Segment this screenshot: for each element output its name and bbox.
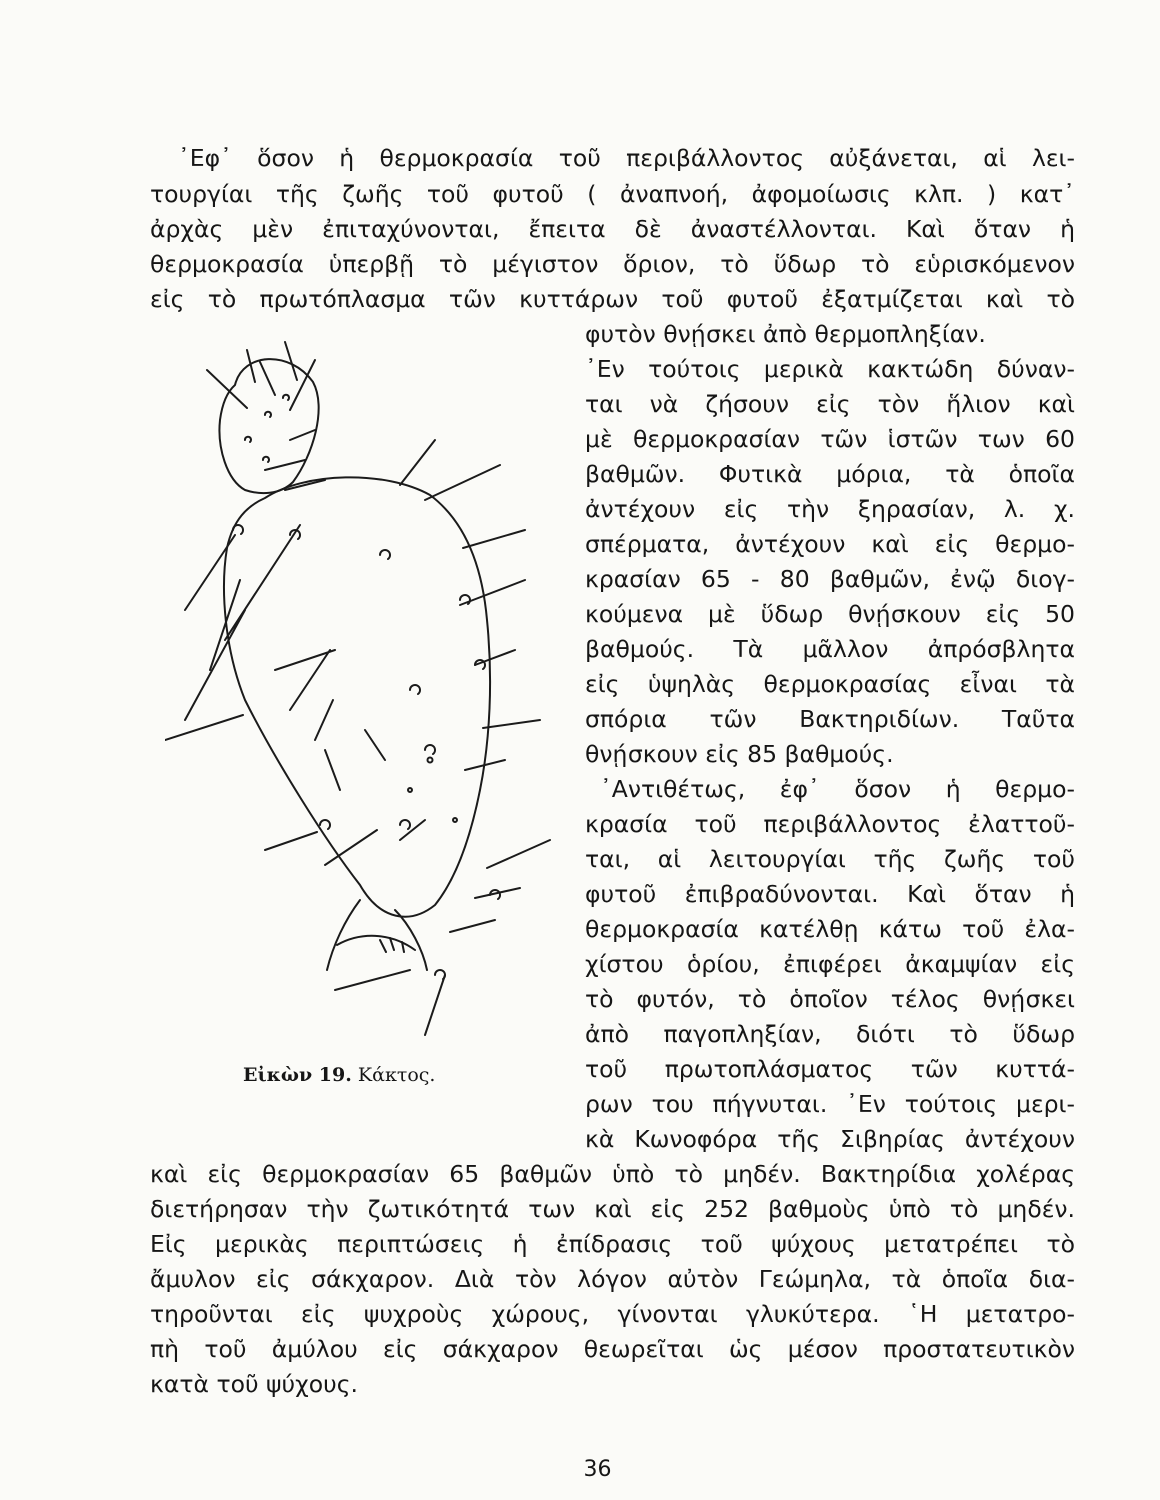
text-line: κατὰ τοῦ ψύχους. <box>150 1370 358 1398</box>
text-line: κρασία τοῦ περιβάλλοντος ἐλαττοῦ- <box>585 810 1075 838</box>
text-line: τουργίαι τῆς ζωῆς τοῦ φυτοῦ ( ἀναπνοή, ἀφομοίωσις κλπ. ) κατ᾿ <box>150 180 1075 208</box>
text-line: θερμοκρασία ὑπερβῇ τὸ μέγιστον ὅριον, τὸ ὕδωρ τὸ εὑρισκόμενον <box>150 250 1075 278</box>
text-line: καὶ εἰς θερμοκρασίαν 65 βαθμῶν ὑπὸ τὸ μηδέν. Βακτηρίδια χολέρας <box>150 1160 1075 1188</box>
text-line: διετήρησαν τὴν ζωτικότητά των καὶ εἰς 252 βαθμοὺς ὑπὸ τὸ μηδέν. <box>150 1195 1075 1223</box>
figure-caption <box>243 1064 435 1086</box>
text-line: χίστου ὁρίου, ἐπιφέρει ἀκαμψίαν εἰς <box>585 950 1075 978</box>
text-line: σπέρματα, ἀντέχουν καὶ εἰς θερμο- <box>585 530 1075 558</box>
page-number: 36 <box>583 1457 612 1482</box>
text-line: φυτὸν θνῄσκει ἀπὸ θερμοπληξίαν. <box>585 320 986 348</box>
text-line: τηροῦνται εἰς ψυχροὺς χώρους, γίνονται γλυκύτερα. ῾Η μετατρο- <box>150 1300 1075 1328</box>
text-line: ται, αἱ λειτουργίαι τῆς ζωῆς τοῦ <box>585 845 1075 873</box>
text-line: βαθμῶν. Φυτικὰ μόρια, τὰ ὁποῖα <box>585 460 1075 488</box>
text-line: ᾿Εφ᾿ ὅσον ἡ θερμοκρασία τοῦ περιβάλλοντος αὐξάνεται, αἱ λει- <box>178 144 1075 172</box>
text-line: τοῦ πρωτοπλάσματος τῶν κυττά- <box>585 1055 1075 1083</box>
text-line: θνῄσκουν εἰς 85 βαθμούς. <box>585 740 894 768</box>
text-line: ἀντέχουν εἰς τὴν ξηρασίαν, λ. χ. <box>585 495 1075 523</box>
text-line: ᾿Εν τούτοις μερικὰ κακτώδη δύναν- <box>585 355 1075 383</box>
text-line: κὰ Κωνοφόρα τῆς Σιβηρίας ἀντέχουν <box>585 1125 1075 1153</box>
text-line: κούμενα μὲ ὕδωρ θνῄσκουν εἰς 50 <box>585 600 1075 628</box>
text-line: εἰς ὑψηλὰς θερμοκρασίας εἶναι τὰ <box>585 670 1075 698</box>
text-line: Εἰς μερικὰς περιπτώσεις ἡ ἐπίδρασις τοῦ ψύχους μετατρέπει τὸ <box>150 1230 1075 1258</box>
text-line: θερμοκρασία κατέλθῃ κάτω τοῦ ἐλα- <box>585 915 1075 943</box>
text-line: ἄμυλον εἰς σάκχαρον. Διὰ τὸν λόγον αὐτὸν Γεώμηλα, τὰ ὁποῖα δια- <box>150 1265 1075 1293</box>
cactus-illustration <box>165 320 565 1050</box>
text-line: τὸ φυτόν, τὸ ὁποῖον τέλος θνῄσκει <box>585 985 1075 1013</box>
text-line: ᾿Αντιθέτως, ἐφ᾿ ὅσον ἡ θερμο- <box>600 775 1075 803</box>
text-line: ρων του πήγνυται. ᾿Εν τούτοις μερι- <box>585 1090 1075 1118</box>
text-line: σπόρια τῶν Βακτηριδίων. Ταῦτα <box>585 705 1075 733</box>
figure-label: Εἰκὼν 19. <box>243 1064 352 1086</box>
text-line: μὲ θερμοκρασίαν τῶν ἱστῶν των 60 <box>585 425 1075 453</box>
text-line: εἰς τὸ πρωτόπλασμα τῶν κυττάρων τοῦ φυτοῦ ἐξατμίζεται καὶ τὸ <box>150 285 1075 313</box>
text-line: ται νὰ ζήσουν εἰς τὸν ἥλιον καὶ <box>585 390 1075 418</box>
figure-title: Κάκτος. <box>357 1064 436 1086</box>
text-line: ἀπὸ παγοπληξίαν, διότι τὸ ὕδωρ <box>585 1020 1075 1048</box>
text-line: κρασίαν 65 - 80 βαθμῶν, ἐνῷ διογ- <box>585 565 1075 593</box>
text-line: φυτοῦ ἐπιβραδύνονται. Καὶ ὅταν ἡ <box>585 880 1075 908</box>
text-line: πὴ τοῦ ἀμύλου εἰς σάκχαρον θεωρεῖται ὡς μέσον προστατευτικὸν <box>150 1335 1075 1363</box>
text-line: ἀρχὰς μὲν ἐπιταχύνονται, ἔπειτα δὲ ἀναστέλλονται. Καὶ ὅταν ἡ <box>150 215 1075 243</box>
text-line: βαθμούς. Τὰ μᾶλλον ἀπρόσβλητα <box>585 635 1075 663</box>
